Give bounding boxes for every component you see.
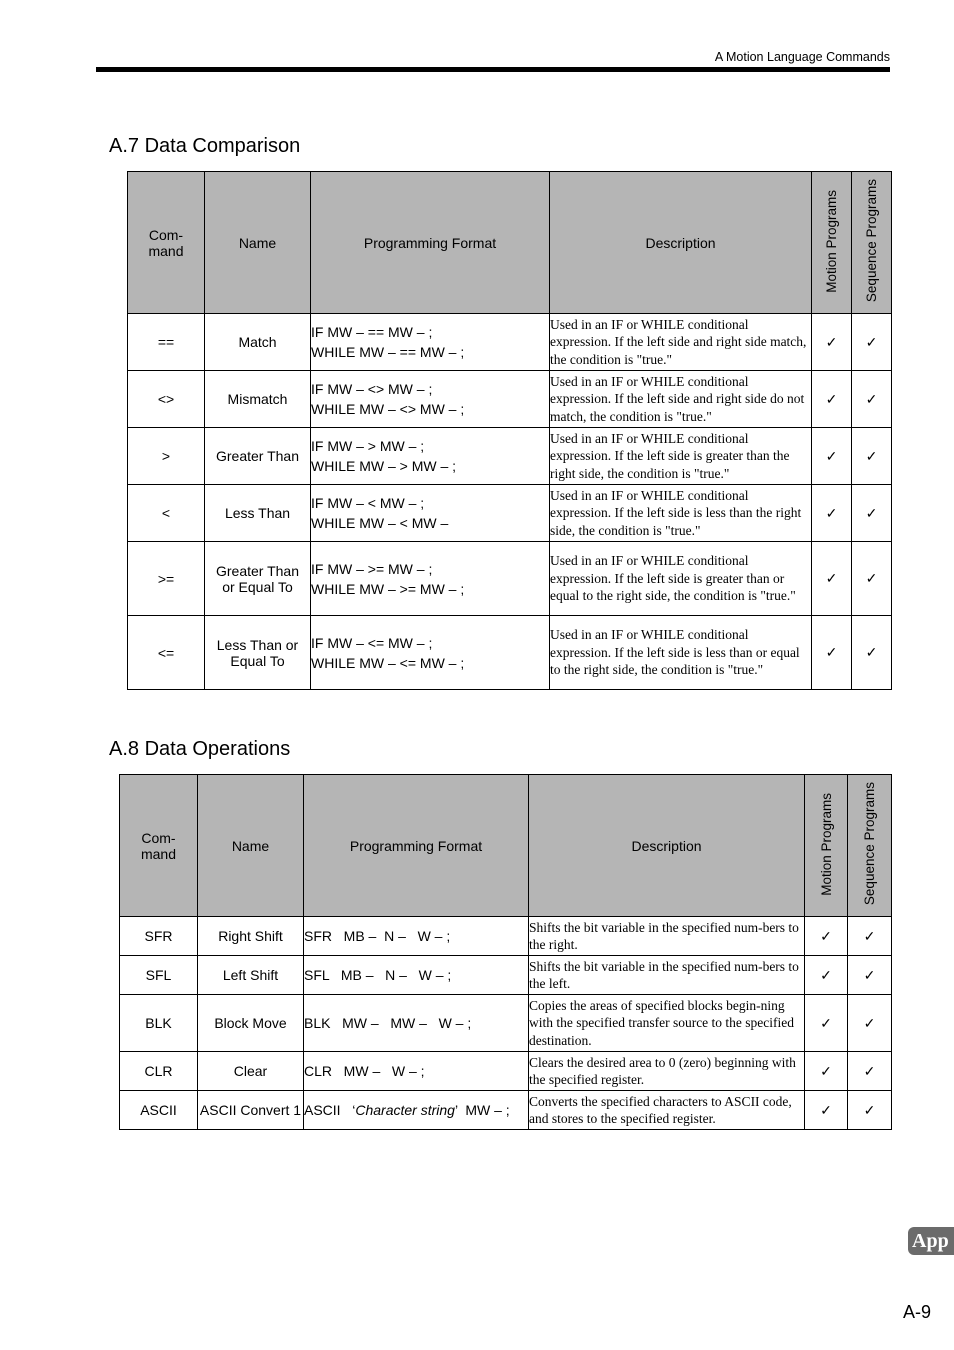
description-cell: Clears the desired area to 0 (zero) beginning with the specified register. <box>529 1052 805 1091</box>
cmd-cell: <= <box>128 616 205 690</box>
cmd-cell: SFL <box>120 956 198 995</box>
format-cell: IF MW – == MW – ; WHILE MW – == MW – ; <box>311 314 550 371</box>
format-cell: IF MW – >= MW – ; WHILE MW – >= MW – ; <box>311 542 550 616</box>
description-cell: Used in an IF or WHILE conditional expression. If the left side is greater than or equal to the right side, the condition is "true." <box>550 542 812 616</box>
table-row <box>128 616 892 690</box>
cmd-cell: <> <box>128 371 205 428</box>
col-header-name: Name <box>205 172 311 314</box>
check-icon: ✓ <box>848 917 892 956</box>
description-cell: Used in an IF or WHILE conditional expression. If the left side and right side do not match, the condition is "true." <box>550 371 812 428</box>
name-cell: Less Than or Equal To <box>205 616 311 690</box>
table-row <box>120 1091 892 1130</box>
operations-table <box>119 774 892 1130</box>
check-icon: ✓ <box>852 371 892 428</box>
table-row <box>120 917 892 956</box>
check-icon: ✓ <box>852 314 892 371</box>
table-row <box>128 542 892 616</box>
table-header-row <box>128 172 892 314</box>
check-icon: ✓ <box>812 485 852 542</box>
name-cell: Clear <box>198 1052 304 1091</box>
col-header-format: Programming Format <box>304 775 529 917</box>
table-row <box>128 428 892 485</box>
format-cell: IF MW – <= MW – ; WHILE MW – <= MW – ; <box>311 616 550 690</box>
col-header-name: Name <box>198 775 304 917</box>
check-icon: ✓ <box>805 1091 848 1130</box>
check-icon: ✓ <box>852 428 892 485</box>
check-icon: ✓ <box>805 917 848 956</box>
running-header: A Motion Language Commands <box>714 50 890 64</box>
check-icon: ✓ <box>812 371 852 428</box>
name-cell: Right Shift <box>198 917 304 956</box>
check-icon: ✓ <box>852 616 892 690</box>
table-row <box>120 995 892 1052</box>
description-cell: Shifts the bit variable in the specified num-bers to the left. <box>529 956 805 995</box>
check-icon: ✓ <box>812 542 852 616</box>
check-icon: ✓ <box>848 995 892 1052</box>
check-icon: ✓ <box>852 542 892 616</box>
col-header-motion: Motion Programs <box>812 172 852 314</box>
check-icon: ✓ <box>848 1091 892 1130</box>
section-title-operations: A.8 Data Operations <box>109 738 291 760</box>
col-header-sequence: Sequence Programs <box>852 172 892 314</box>
name-cell: Left Shift <box>198 956 304 995</box>
format-cell: ASCII ‘Character string’ MW – ; <box>304 1091 529 1130</box>
cmd-cell: < <box>128 485 205 542</box>
table-row <box>128 371 892 428</box>
format-cell: IF MW – < MW – ; WHILE MW – < MW – <box>311 485 550 542</box>
name-cell: ASCII Convert 1 <box>198 1091 304 1130</box>
cmd-cell: SFR <box>120 917 198 956</box>
header-rule <box>96 67 890 72</box>
description-cell: Used in an IF or WHILE conditional expression. If the left side is greater than the right side, the condition is "true." <box>550 428 812 485</box>
check-icon: ✓ <box>805 995 848 1052</box>
format-cell: SFL MB – N – W – ; <box>304 956 529 995</box>
col-header-command: Com- mand <box>120 775 198 917</box>
format-cell: BLK MW – MW – W – ; <box>304 995 529 1052</box>
section-title-comparison: A.7 Data Comparison <box>109 135 301 157</box>
table-row <box>120 956 892 995</box>
name-cell: Less Than <box>205 485 311 542</box>
description-cell: Used in an IF or WHILE conditional expression. If the left side is less than or equal to the right side, the condition is "true." <box>550 616 812 690</box>
description-cell: Copies the areas of specified blocks begin-ning with the specified transfer source to the specified destination. <box>529 995 805 1052</box>
table-row <box>128 485 892 542</box>
description-cell: Converts the specified characters to ASCII code, and stores to the specified register. <box>529 1091 805 1130</box>
name-cell: Greater Than or Equal To <box>205 542 311 616</box>
description-cell: Used in an IF or WHILE conditional expression. If the left side is less than the right side, the condition is "true." <box>550 485 812 542</box>
check-icon: ✓ <box>805 1052 848 1091</box>
col-header-sequence: Sequence Programs <box>848 775 892 917</box>
format-cell: CLR MW – W – ; <box>304 1052 529 1091</box>
cmd-cell: ASCII <box>120 1091 198 1130</box>
format-cell: IF MW – <> MW – ; WHILE MW – <> MW – ; <box>311 371 550 428</box>
col-header-format: Programming Format <box>311 172 550 314</box>
check-icon: ✓ <box>848 1052 892 1091</box>
name-cell: Match <box>205 314 311 371</box>
name-cell: Mismatch <box>205 371 311 428</box>
page-number: A-9 <box>902 1302 931 1322</box>
table-row <box>128 314 892 371</box>
col-header-motion: Motion Programs <box>805 775 848 917</box>
format-cell: SFR MB – N – W – ; <box>304 917 529 956</box>
cmd-cell: == <box>128 314 205 371</box>
table-row <box>120 1052 892 1091</box>
description-cell: Used in an IF or WHILE conditional expression. If the left side and right side match, the condition is "true." <box>550 314 812 371</box>
name-cell: Greater Than <box>205 428 311 485</box>
col-header-description: Description <box>529 775 805 917</box>
check-icon: ✓ <box>805 956 848 995</box>
cmd-cell: > <box>128 428 205 485</box>
cmd-cell: BLK <box>120 995 198 1052</box>
format-cell: IF MW – > MW – ; WHILE MW – > MW – ; <box>311 428 550 485</box>
check-icon: ✓ <box>812 428 852 485</box>
cmd-cell: >= <box>128 542 205 616</box>
check-icon: ✓ <box>852 485 892 542</box>
comparison-table <box>127 171 892 690</box>
col-header-command: Com- mand <box>128 172 205 314</box>
description-cell: Shifts the bit variable in the specified num-bers to the right. <box>529 917 805 956</box>
check-icon: ✓ <box>812 616 852 690</box>
name-cell: Block Move <box>198 995 304 1052</box>
cmd-cell: CLR <box>120 1052 198 1091</box>
check-icon: ✓ <box>848 956 892 995</box>
table-header-row <box>120 775 892 917</box>
check-icon: ✓ <box>812 314 852 371</box>
appendix-tab: App <box>908 1227 954 1255</box>
col-header-description: Description <box>550 172 812 314</box>
